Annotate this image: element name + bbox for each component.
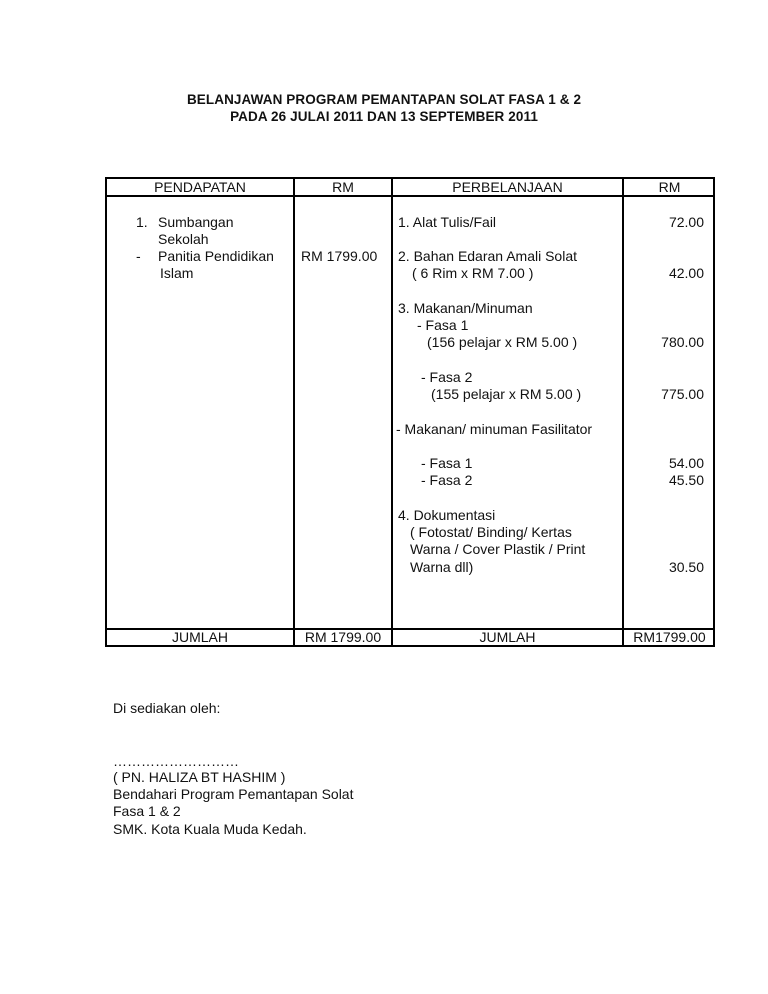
income-line: Panitia Pendidikan (158, 248, 274, 264)
budget-table (105, 177, 715, 647)
total-label-expense: JUMLAH (479, 629, 536, 645)
document-title: BELANJAWAN PROGRAM PEMANTAPAN SOLAT FASA 1 & 2 (186, 92, 582, 107)
expense-amount: 42.00 (668, 265, 704, 281)
expense-item: 3. Makanan/Minuman (398, 300, 533, 316)
income-line: Islam (160, 265, 194, 281)
expense-amount: 780.00 (661, 334, 704, 350)
signatory-role: Bendahari Program Pemantapan Solat (113, 786, 354, 802)
total-label-income: JUMLAH (171, 629, 228, 645)
expense-item: - Makanan/ minuman Fasilitator (396, 421, 593, 437)
expense-detail: (156 pelajar x RM 5.00 ) (427, 334, 578, 350)
total-amount-expense: RM1799.00 (633, 629, 706, 645)
income-amount: RM 1799.00 (301, 248, 378, 264)
expense-detail: (155 pelajar x RM 5.00 ) (431, 386, 582, 402)
expense-item: 2. Bahan Edaran Amali Solat (398, 248, 578, 264)
column-divider (391, 179, 393, 645)
expense-detail: Warna / Cover Plastik / Print (410, 541, 586, 557)
income-number: 1. (136, 214, 148, 230)
expense-amount: 72.00 (668, 214, 704, 230)
expense-subitem: - Fasa 2 (421, 472, 473, 488)
expense-detail: Warna dll) (410, 559, 474, 575)
school-name: SMK. Kota Kuala Muda Kedah. (113, 821, 307, 837)
expense-amount: 30.50 (668, 559, 704, 575)
signatory-role-phase: Fasa 1 & 2 (113, 803, 181, 819)
expense-subitem: - Fasa 1 (417, 317, 469, 333)
document-subtitle: PADA 26 JULAI 2011 DAN 13 SEPTEMBER 2011 (230, 109, 538, 124)
expense-subitem: - Fasa 2 (421, 369, 473, 385)
expense-detail: ( 6 Rim x RM 7.00 ) (412, 265, 534, 281)
expense-item: 4. Dokumentasi (398, 507, 496, 523)
income-line: Sekolah (158, 231, 209, 247)
income-dash: - (136, 248, 141, 264)
total-amount-income: RM 1799.00 (304, 629, 382, 645)
expense-amount: 54.00 (668, 455, 704, 471)
header-rm-expense: RM (658, 179, 681, 195)
header-pendapatan: PENDAPATAN (154, 179, 246, 195)
prepared-by-label: Di sediakan oleh: (113, 700, 221, 716)
signature-line: ……………………… (113, 753, 239, 769)
signatory-name: ( PN. HALIZA BT HASHIM ) (113, 769, 286, 785)
header-perbelanjaan: PERBELANJAAN (452, 179, 563, 195)
expense-item: 1. Alat Tulis/Fail (398, 214, 497, 230)
header-rm-income: RM (332, 179, 354, 195)
expense-detail: ( Fotostat/ Binding/ Kertas (410, 524, 572, 540)
expense-amount: 775.00 (661, 386, 704, 402)
expense-amount: 45.50 (668, 472, 704, 488)
expense-subitem: - Fasa 1 (421, 455, 473, 471)
column-divider (293, 179, 295, 645)
income-line: Sumbangan (158, 214, 234, 230)
